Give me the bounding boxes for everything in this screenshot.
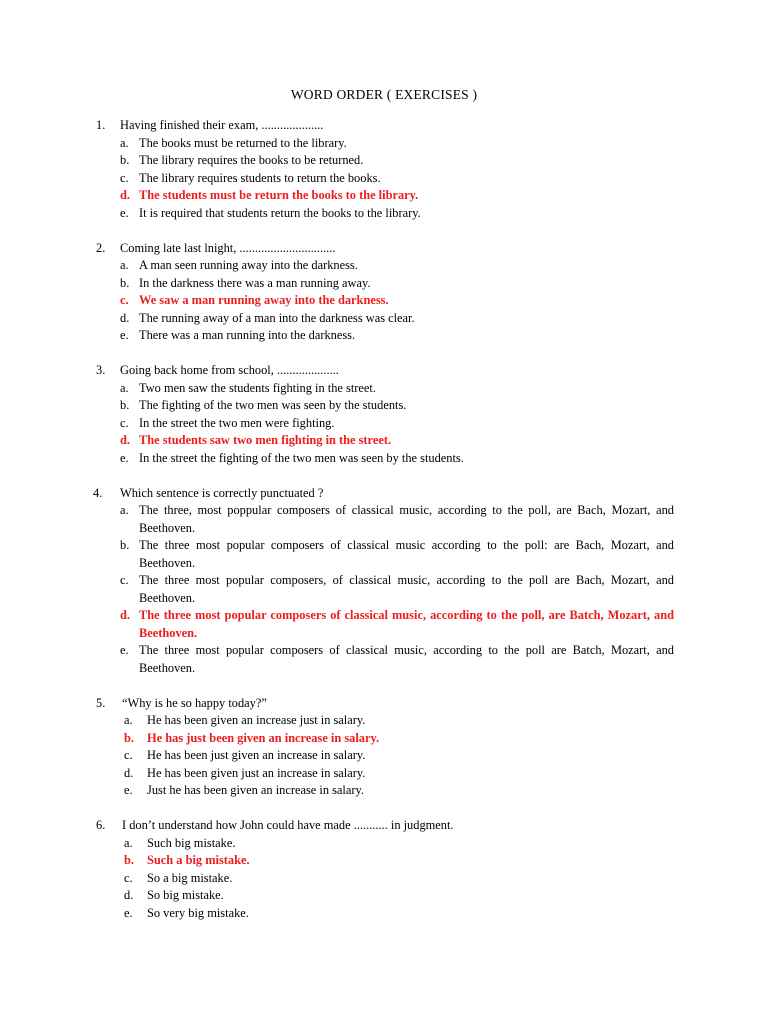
option-text: So big mistake. [147,888,224,902]
answer-option-correct [0,432,768,450]
answer-option-correct [0,187,768,205]
answer-option [0,275,768,293]
question-number: 2. [96,240,106,255]
answer-option [0,380,768,398]
answer-option [0,135,768,153]
option-letter: d. [124,888,134,902]
option-text: So very big mistake. [147,905,249,920]
option-letter: d. [120,310,130,325]
option-text: Two men saw the students fighting in the street. [139,380,376,395]
option-letter: e. [120,205,129,220]
option-text: In the street the fighting of the two men was seen by the students. [139,450,464,465]
option-text: Just he has been given an increase in salary. [147,783,364,797]
answer-option-correct [0,852,768,870]
option-letter: a. [120,380,129,395]
question-number: 5. [96,695,106,710]
question-prompt-line [0,485,768,503]
question-1 [0,117,768,222]
option-letter: b. [120,275,130,290]
option-letter: e. [124,905,133,920]
option-text: Such big mistake. [147,835,236,850]
question-prompt: I don’t understand how John could have made ........... in judgment. [122,818,454,832]
option-text: The three most popular composers of classical music according to the poll: are Bach, Mozart, and Beethoven. [139,538,674,570]
answer-option [0,905,768,923]
option-text: The running away of a man into the darkness was clear. [139,310,415,325]
option-letter: c. [120,293,129,307]
answer-option [0,152,768,170]
question-prompt-line [0,817,768,835]
option-letter: c. [124,870,133,885]
option-letter: c. [120,415,129,430]
question-number: 4. [93,485,103,500]
option-letter: b. [120,153,130,167]
answer-option [0,397,768,415]
question-4 [0,485,768,678]
answer-option [0,257,768,275]
option-text: The library requires students to return the books. [139,170,381,185]
answer-option-correct [0,292,768,310]
option-letter: c. [120,170,129,185]
answer-option [0,450,768,468]
option-text: He has been just given an increase in salary. [147,748,366,762]
option-text: There was a man running into the darkness. [139,328,356,342]
answer-option [0,642,768,677]
question-prompt: “Why is he so happy today?” [122,695,267,710]
answer-option [0,170,768,188]
option-text: The library requires the books to be returned. [139,153,364,167]
answer-option-correct [0,607,768,642]
question-3 [0,362,768,467]
answer-option [0,537,768,572]
question-prompt-line [0,695,768,713]
question-number: 3. [96,363,106,377]
option-letter: a. [120,503,129,517]
question-prompt-line [0,117,768,135]
answer-option [0,835,768,853]
option-letter: d. [120,608,130,622]
option-letter: a. [120,135,129,150]
answer-option [0,502,768,537]
option-text: Such a big mistake. [147,853,250,867]
option-text: The three most popular composers of classical music, according to the poll are Batch, Mozart, and Beethoven. [139,643,674,675]
option-text: It is required that students return the books to the library. [139,205,421,220]
question-number: 6. [96,818,106,832]
option-letter: c. [124,748,133,762]
option-text: A man seen running away into the darkness. [139,258,358,272]
option-letter: b. [124,730,134,745]
option-text: He has been given an increase just in salary. [147,713,366,727]
answer-option [0,747,768,765]
question-2 [0,240,768,345]
option-text: The three most popular composers of classical music, according to the poll, are Batch, Mozart, and Beethoven. [139,608,674,640]
question-prompt-line [0,240,768,258]
question-prompt-line [0,362,768,380]
question-prompt: Which sentence is correctly punctuated ? [120,485,324,500]
option-text: In the street the two men were fighting. [139,415,335,430]
answer-option [0,205,768,223]
question-list [0,117,768,940]
option-letter: d. [124,765,134,780]
option-letter: a. [124,713,133,727]
question-prompt: Coming late last lnight, ............................... [120,240,336,255]
answer-option [0,310,768,328]
option-letter: e. [124,783,133,797]
answer-option-correct [0,730,768,748]
option-letter: e. [120,328,129,342]
option-letter: a. [124,835,133,850]
option-text: The three, most poppular composers of classical music, according to the poll, are Bach, Mozart, and Beethoven. [139,503,674,535]
option-text: So a big mistake. [147,870,233,885]
option-text: He has been given just an increase in salary. [147,765,366,780]
option-text: He has just been given an increase in salary. [147,730,380,745]
answer-option [0,782,768,800]
option-text: The books must be returned to the library. [139,135,347,150]
option-text: In the darkness there was a man running away. [139,275,371,290]
answer-option [0,765,768,783]
question-prompt: Going back home from school, .................... [120,363,339,377]
option-letter: b. [124,853,134,867]
question-6 [0,817,768,922]
option-letter: b. [120,398,130,412]
answer-option [0,870,768,888]
answer-option [0,415,768,433]
page-title: WORD ORDER ( EXERCISES ) [290,87,478,102]
answer-option [0,712,768,730]
option-letter: d. [120,433,130,447]
answer-option [0,887,768,905]
question-number: 1. [96,118,106,132]
option-letter: d. [120,188,130,202]
option-text: The students saw two men fighting in the street. [139,433,392,447]
option-letter: b. [120,538,130,552]
question-5 [0,695,768,800]
option-text: The students must be return the books to the library. [139,188,419,202]
option-letter: c. [120,573,129,587]
option-letter: e. [120,643,129,657]
option-text: The three most popular composers, of classical music, according to the poll are Bach, Mozart, and Beethoven. [139,573,674,605]
option-text: We saw a man running away into the darkness. [139,293,389,307]
option-letter: e. [120,450,129,465]
option-text: The fighting of the two men was seen by the students. [139,398,407,412]
answer-option [0,327,768,345]
question-prompt: Having finished their exam, .................... [120,118,324,132]
answer-option [0,572,768,607]
option-letter: a. [120,258,129,272]
